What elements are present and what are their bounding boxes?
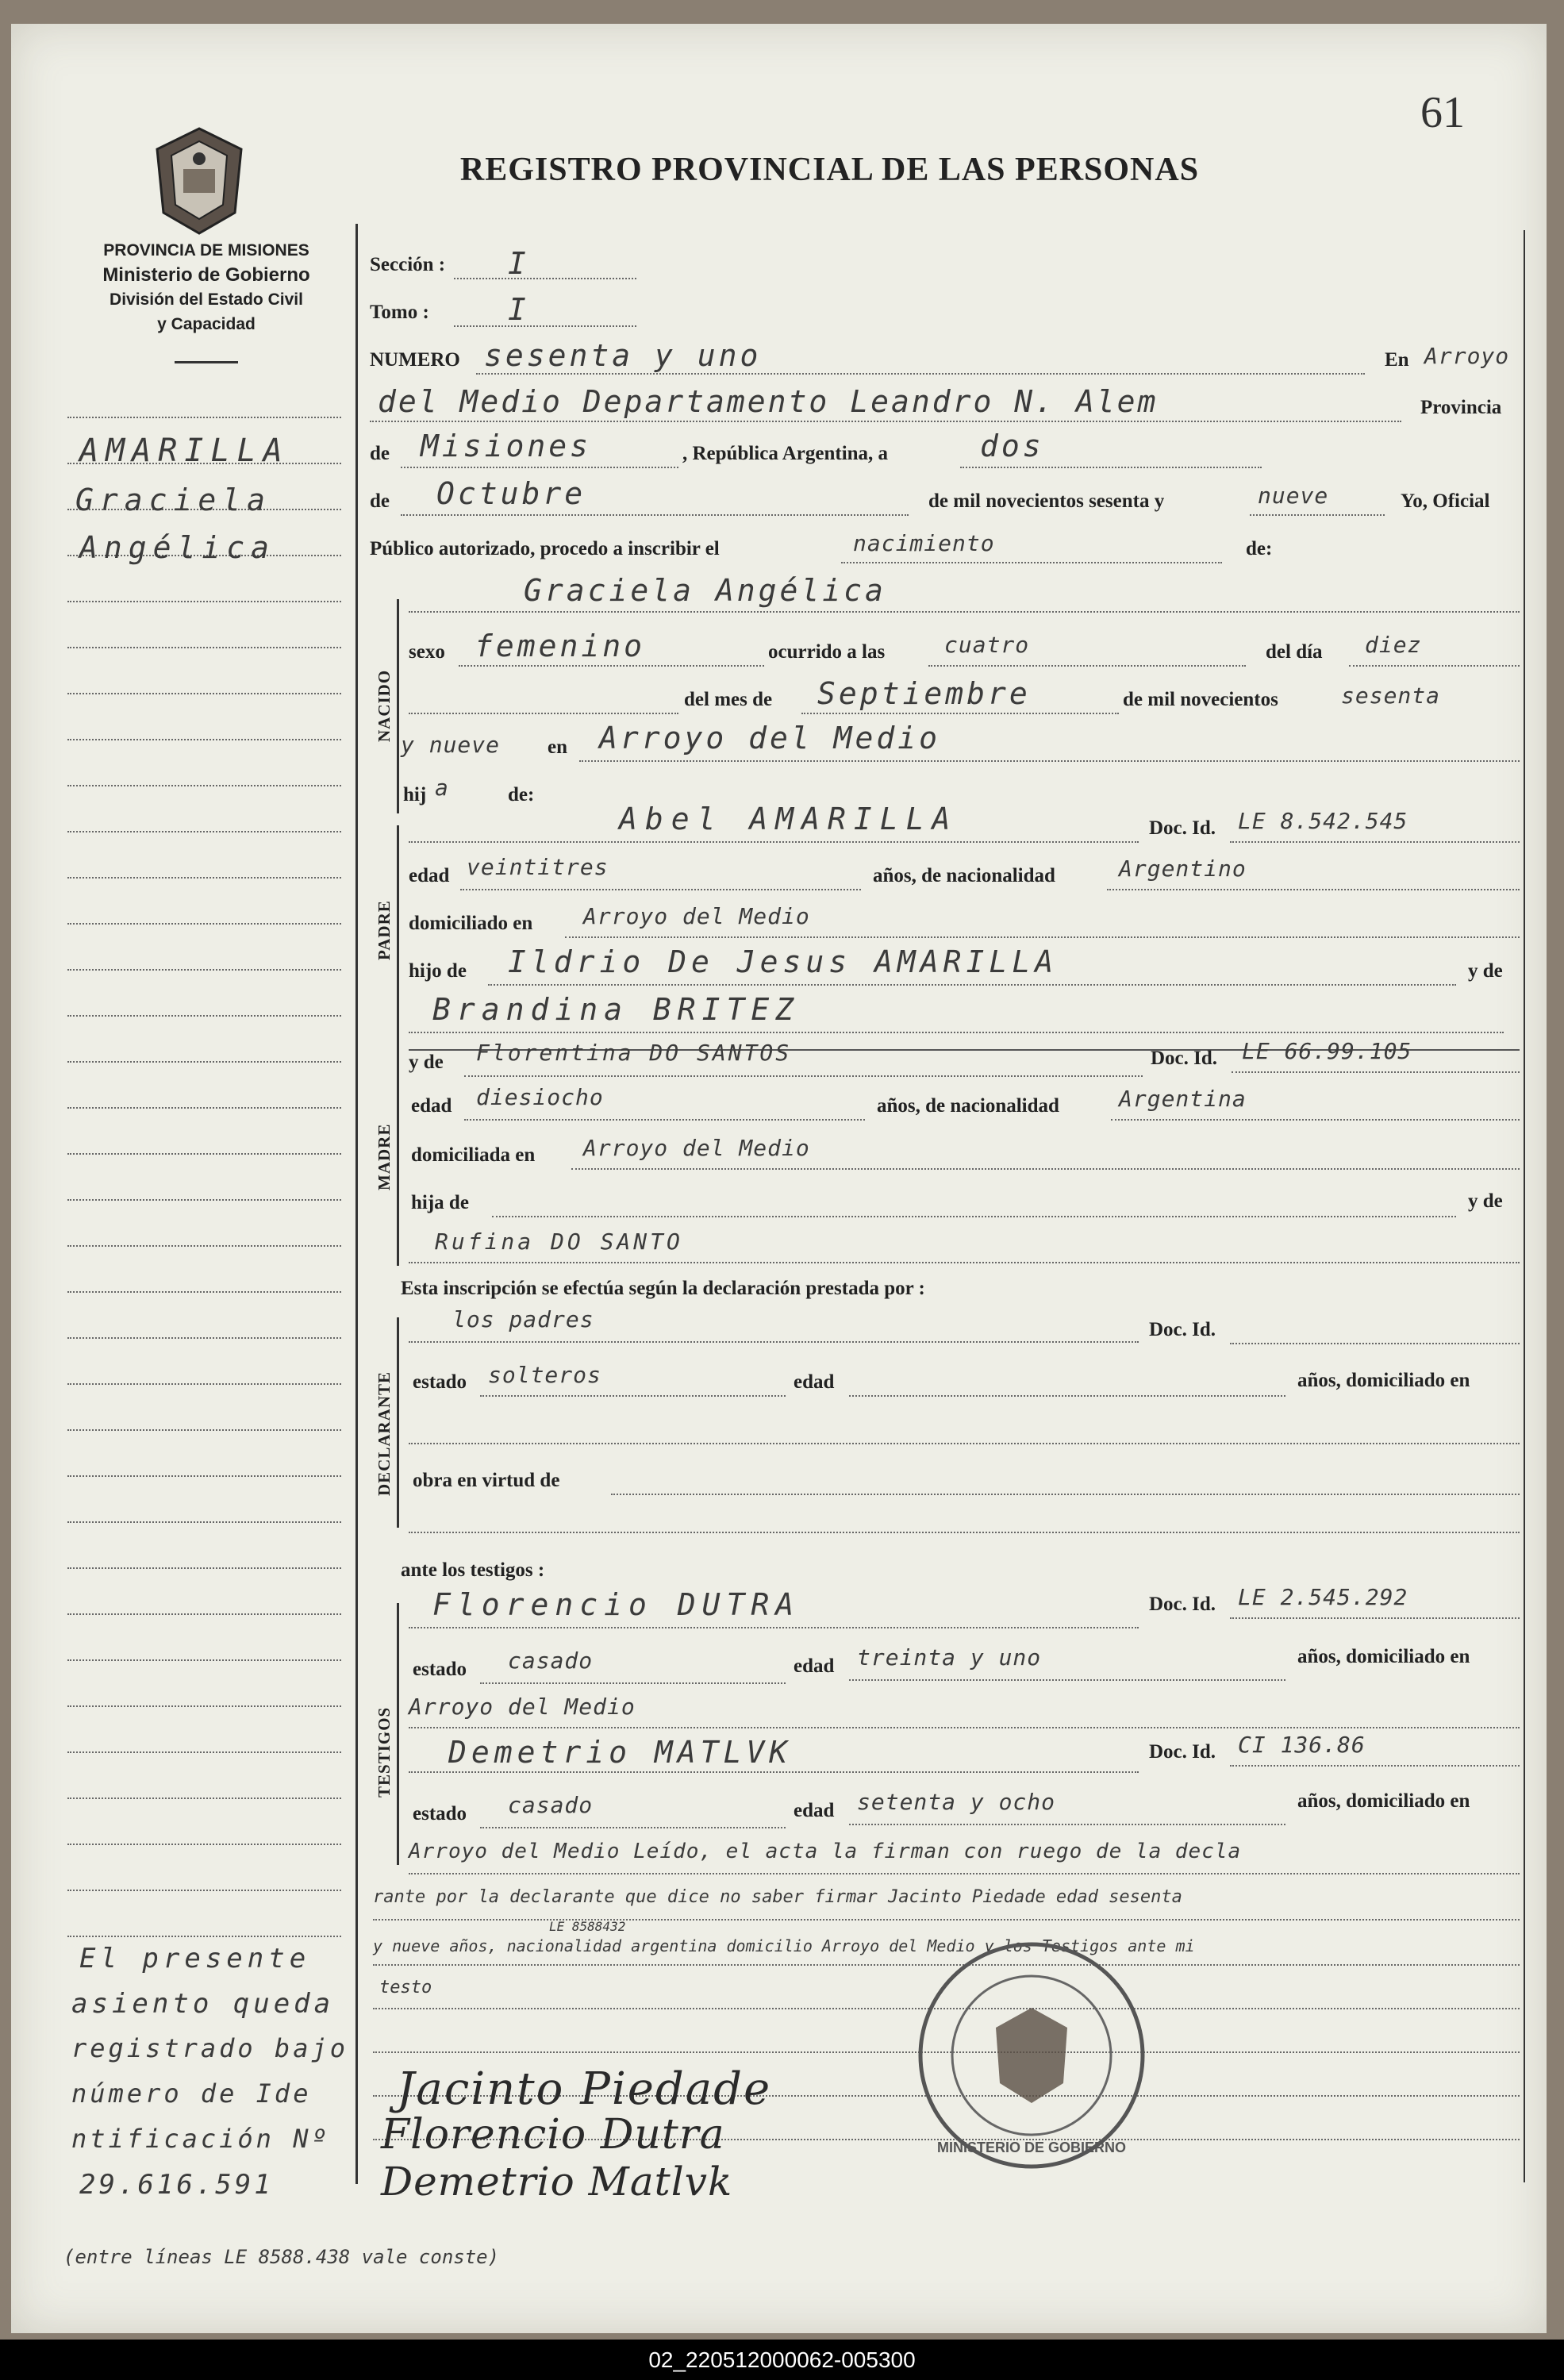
margin-line: [67, 1936, 341, 1937]
padre-dom-label: domiciliado en: [409, 913, 533, 934]
padre-nac: Argentino: [1119, 855, 1247, 882]
en-label: En: [1385, 349, 1409, 371]
margin-line: [67, 1797, 341, 1799]
margin-line: [67, 1705, 341, 1707]
margin-line: [67, 1659, 341, 1661]
margin-footnote: (entre líneas LE 8588.438 vale conste): [63, 2246, 500, 2268]
dia-value: dos: [980, 429, 1044, 463]
madre-abuela-line: [409, 1262, 1520, 1263]
padre-doc-label: Doc. Id.: [1149, 817, 1216, 839]
obra-line: [611, 1494, 1520, 1495]
declarante-doc-label: Doc. Id.: [1149, 1319, 1216, 1340]
numero-value: sesenta y uno: [484, 338, 762, 373]
margin-line: [67, 739, 341, 740]
ministry-rule: [175, 361, 238, 363]
testigo2-anos-label: años, domiciliado en: [1297, 1790, 1470, 1812]
lugar-value: Arroyo del Medio: [599, 721, 941, 756]
acto-value: nacimiento: [853, 530, 995, 556]
madre-madre-line: [492, 1216, 1456, 1217]
anio-line: [1250, 514, 1385, 516]
testigo1-dom: Arroyo del Medio: [409, 1694, 636, 1720]
margin-line: [67, 1751, 341, 1753]
margin-line: [67, 1521, 341, 1523]
oficial-label: Yo, Oficial: [1401, 490, 1490, 512]
padre-doc-line: [1230, 841, 1520, 843]
provincia-line: [401, 467, 678, 468]
deldia-label: del día: [1266, 641, 1323, 663]
margin-line: [67, 1383, 341, 1385]
declarante-value: los padres: [452, 1306, 594, 1332]
margin-line: [67, 1153, 341, 1155]
sexo-value: femenino: [475, 629, 646, 663]
margin-line: [67, 693, 341, 694]
ministry-line-4: y Capacidad: [157, 315, 256, 333]
madre-nac: Argentina: [1119, 1086, 1247, 1112]
obs-text-4: testo: [379, 1978, 432, 1997]
madre-name: Florentina DO SANTOS: [476, 1040, 792, 1066]
testigo1-doc-label: Doc. Id.: [1149, 1594, 1216, 1615]
dia-line: [960, 467, 1262, 468]
declarante-estado-label: estado: [413, 1371, 467, 1393]
declarante-estado-line: [480, 1395, 786, 1397]
padre-name-line: [409, 841, 1139, 843]
nacido-bracket: [397, 599, 399, 813]
margin-line: [67, 831, 341, 832]
form-right-border: [1524, 230, 1525, 2182]
testigo2-name: Demetrio MATLVK: [448, 1735, 793, 1770]
nacido-name-line: [409, 611, 1520, 613]
madre-yde-label: y de: [409, 1052, 444, 1073]
padre-madre: Brandina BRITEZ: [432, 992, 801, 1027]
ministry-line-2: Ministerio de Gobierno: [102, 264, 310, 286]
margin-note-3: registrado bajo: [71, 2033, 348, 2063]
padre-dom: Arroyo del Medio: [583, 903, 810, 929]
margin-surname: AMARILLA: [79, 433, 290, 469]
madre-edad-line: [464, 1119, 865, 1121]
hij-label: hij: [403, 784, 427, 806]
margin-line: [67, 1107, 341, 1109]
image-caption: 02_220512000062-005300: [0, 2340, 1564, 2380]
en2-label: en: [548, 736, 567, 758]
madre-dom-label: domiciliada en: [411, 1144, 536, 1166]
ocurrido-label: ocurrido a las: [768, 641, 886, 663]
margin-line: [67, 1291, 341, 1293]
padre-doc: LE 8.542.545: [1238, 808, 1408, 834]
margin-line: [67, 1890, 341, 1891]
testigo1-edad: treinta y uno: [857, 1644, 1042, 1671]
declarante-edad-label: edad: [794, 1371, 835, 1393]
madre-dom: Arroyo del Medio: [583, 1135, 810, 1161]
padre-edad-label: edad: [409, 865, 450, 886]
seccion-line: [454, 278, 636, 279]
deldia-line: [1349, 665, 1520, 667]
margin-line: [67, 417, 341, 418]
demil-label: de mil novecientos: [1123, 689, 1278, 710]
obra-line-2: [409, 1532, 1520, 1533]
margin-line: [67, 1429, 341, 1431]
demil-value: sesenta: [1341, 682, 1441, 709]
testigo2-name-line: [409, 1771, 1139, 1773]
padre-yde-label: y de: [1468, 960, 1503, 982]
seccion-label: Sección :: [370, 254, 446, 275]
margin-line: [67, 1061, 341, 1063]
de-label: de: [370, 443, 390, 464]
inscripcion-label: Esta inscripción se efectúa según la declaración prestada por :: [401, 1278, 925, 1299]
obs-text-1: Arroyo del Medio Leído, el acta la firman con ruego de la decla: [409, 1840, 1242, 1863]
testigo1-name: Florencio DUTRA: [432, 1587, 801, 1622]
publico-label: Público autorizado, procedo a inscribir el: [370, 538, 720, 559]
declarante-edad-line: [849, 1395, 1285, 1397]
testigo2-edad: setenta y ocho: [857, 1789, 1056, 1815]
delmes-label: del mes de: [684, 689, 773, 710]
declarante-dom-line: [409, 1443, 1520, 1444]
margin-name-2: Angélica: [79, 530, 276, 565]
obs-text-3: y nueve años, nacionalidad argentina domicilio Arroyo del Medio y los Testigos ante mi: [373, 1936, 1195, 1955]
de2-label: de: [370, 490, 390, 512]
testigo1-anos-label: años, domiciliado en: [1297, 1646, 1470, 1667]
madre-yde2-label: y de: [1468, 1190, 1503, 1212]
testigo2-estado-label: estado: [413, 1803, 467, 1824]
testigo1-dom-line: [409, 1727, 1520, 1728]
signature-2: Florencio Dutra: [381, 2111, 725, 2159]
declarante-bracket: [397, 1317, 399, 1528]
page-number: 61: [1420, 88, 1465, 137]
testigo1-estado: casado: [508, 1648, 594, 1674]
testigo1-doc-line: [1230, 1617, 1520, 1619]
tomo-label: Tomo :: [370, 302, 429, 323]
margin-line: [67, 923, 341, 925]
margin-line: [67, 1015, 341, 1017]
madre-madre: Rufina DO SANTO: [435, 1228, 683, 1255]
ministry-block: [56, 238, 357, 336]
de3-label: de:: [1246, 538, 1273, 559]
declarante-section-label: DECLARANTE: [375, 1371, 394, 1496]
madre-doc-line: [1232, 1071, 1520, 1073]
mes-value: Octubre: [436, 476, 586, 511]
signature-1: Jacinto Piedade: [397, 2063, 772, 2115]
margin-note-2: asiento queda: [71, 1988, 335, 2020]
testigos-intro-label: ante los testigos :: [401, 1559, 545, 1581]
madre-section-label: MADRE: [375, 1123, 394, 1190]
madre-doc: LE 66.99.105: [1242, 1038, 1412, 1064]
margin-line: [67, 1245, 341, 1247]
obs-text-2: rante por la declarante que dice no saber firmar Jacinto Piedade edad sesenta: [373, 1887, 1182, 1907]
margin-line: [67, 1199, 341, 1201]
testigo1-doc: LE 2.545.292: [1238, 1584, 1408, 1610]
nacido-name: Graciela Angélica: [524, 573, 886, 608]
testigos-bracket: [397, 1603, 399, 1865]
padre-edad: veintitres: [467, 854, 609, 880]
document-sheet: [11, 24, 1547, 2333]
deldia-value: diez: [1365, 632, 1422, 658]
delmes-line: [801, 713, 1119, 714]
tomo-value: I: [508, 292, 529, 327]
padre-madre-line: [409, 1032, 1504, 1033]
lugar-line: [579, 760, 1520, 762]
mes-line: [401, 514, 909, 516]
tomo-line: [454, 325, 636, 327]
place-line: [370, 421, 1401, 422]
testigo2-estado-line: [480, 1827, 786, 1828]
padre-padre-line: [488, 984, 1456, 986]
obs-line-1: [409, 1873, 1520, 1874]
testigo2-edad-line: [849, 1824, 1285, 1825]
y-nueve-value: y nueve: [401, 732, 501, 758]
ministry-line-1: PROVINCIA DE MISIONES: [103, 241, 309, 260]
margin-line: [67, 1613, 341, 1615]
madre-edad-label: edad: [411, 1095, 452, 1117]
numero-line: [476, 373, 1365, 375]
testigo2-doc: CI 136.86: [1238, 1732, 1366, 1758]
madre-name-line: [464, 1075, 1143, 1077]
declarante-name-line: [409, 1341, 1139, 1343]
madre-bracket: [397, 1048, 399, 1266]
margin-line: [67, 969, 341, 971]
madre-edad: diesiocho: [476, 1084, 604, 1110]
provincia-value: Misiones: [421, 429, 592, 463]
official-stamp-icon: [913, 1936, 1151, 2174]
sexo-line: [459, 665, 764, 667]
testigo1-edad-line: [849, 1679, 1285, 1681]
stamp-text: MINISTERIO DE GOBIERNO: [936, 2140, 1127, 2155]
de4-label: de:: [508, 784, 535, 806]
padre-nac-line: [1107, 889, 1520, 890]
padre-bracket: [397, 825, 399, 1063]
acto-line: [841, 562, 1222, 563]
republica-label: , República Argentina, a: [682, 443, 889, 464]
margin-note-4: número de Ide: [71, 2078, 312, 2109]
declarante-doc-line: [1230, 1343, 1520, 1344]
margin-line: [67, 877, 341, 879]
signature-3: Demetrio Matlvk: [381, 2159, 733, 2205]
margin-line: [67, 1567, 341, 1569]
padre-edad-line: [460, 889, 861, 890]
madre-dom-line: [571, 1168, 1520, 1170]
testigo1-edad-label: edad: [794, 1655, 835, 1677]
interlinea-text: LE 8588432: [549, 1919, 626, 1934]
delmes-value: Septiembre: [817, 676, 1031, 711]
padre-dom-line: [565, 936, 1520, 938]
sexo-label: sexo: [409, 641, 445, 663]
declarante-anos-label: años, domiciliado en: [1297, 1370, 1470, 1391]
margin-line: [67, 1844, 341, 1845]
numero-label: NUMERO: [370, 349, 460, 371]
obs-line-2: [373, 1919, 1520, 1921]
mil-label: de mil novecientos sesenta y: [928, 490, 1165, 512]
testigo1-estado-label: estado: [413, 1659, 467, 1680]
nacido-section-label: NACIDO: [375, 669, 394, 742]
madre-anos-label: años, de nacionalidad: [877, 1095, 1059, 1117]
hora-line: [928, 665, 1246, 667]
madre-hijade-label: hija de: [411, 1192, 469, 1213]
margin-line: [67, 1475, 341, 1477]
obra-label: obra en virtud de: [413, 1470, 560, 1491]
margin-line: [67, 601, 341, 602]
testigo1-name-line: [409, 1627, 1139, 1628]
padre-section-label: PADRE: [375, 900, 394, 960]
document-title: REGISTRO PROVINCIAL DE LAS PERSONAS: [459, 152, 1200, 188]
testigo2-edad-label: edad: [794, 1800, 835, 1821]
testigo2-doc-label: Doc. Id.: [1149, 1741, 1216, 1763]
hora-value: cuatro: [944, 632, 1030, 658]
en-value: Arroyo: [1424, 343, 1510, 369]
padre-anos-label: años, de nacionalidad: [873, 865, 1055, 886]
ministry-line-3: División del Estado Civil: [110, 290, 303, 309]
declarante-estado: solteros: [488, 1362, 601, 1388]
hij-value: a: [435, 775, 449, 801]
testigo1-estado-line: [480, 1682, 786, 1684]
margin-line: [67, 1337, 341, 1339]
margin-note-1: El presente: [79, 1943, 311, 1974]
provincia-label: Provincia: [1420, 397, 1502, 418]
madre-nac-line: [1111, 1119, 1520, 1121]
margin-line: [67, 785, 341, 786]
testigo2-estado: casado: [508, 1792, 594, 1818]
padre-padre: Ildrio De Jesus AMARILLA: [508, 944, 1059, 979]
anio-value: nueve: [1258, 483, 1329, 509]
madre-doc-label: Doc. Id.: [1151, 1048, 1218, 1069]
testigo2-doc-line: [1230, 1765, 1520, 1767]
place-value: del Medio Departamento Leandro N. Alem: [378, 384, 1159, 419]
testigos-section-label: TESTIGOS: [375, 1706, 394, 1797]
padre-name: Abel AMARILLA: [619, 802, 959, 836]
margin-note-5: ntificación Nº: [71, 2124, 330, 2154]
nacido-pre-line: [409, 713, 678, 714]
margin-note-6: 29.616.591: [79, 2169, 274, 2201]
seccion-value: I: [508, 246, 529, 281]
margin-name-1: Graciela: [75, 483, 272, 517]
form-left-border: [355, 224, 358, 2184]
margin-line: [67, 647, 341, 648]
padre-hijode-label: hijo de: [409, 960, 467, 982]
